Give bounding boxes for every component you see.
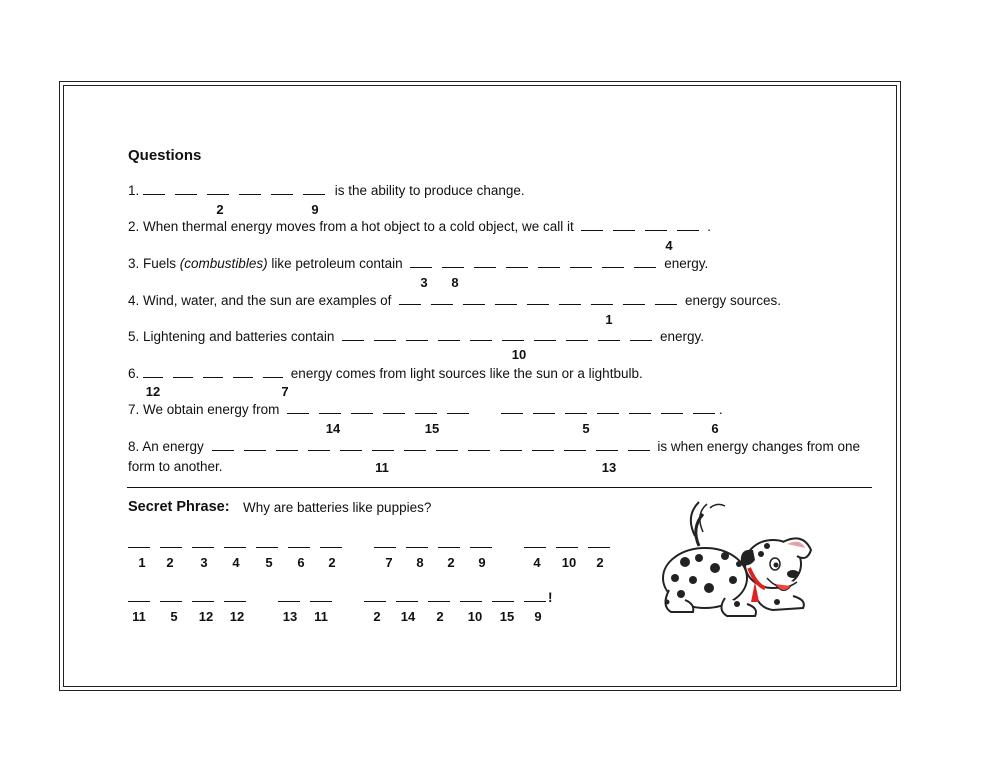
hint-number: 11 [375,460,389,475]
hint-number: 1 [605,312,613,327]
question-6 [128,366,643,382]
code-number: 9 [534,609,542,624]
hint-number: 13 [601,460,617,475]
hint-number: 6 [711,421,719,436]
question-3-italic: (combustibles) [179,256,268,271]
code-number: 12 [229,609,245,624]
hint-number: 2 [216,202,224,217]
question-4-end: energy sources. [684,293,781,308]
code-number: 4 [533,555,541,570]
question-3 [128,256,708,272]
question-8-end: is when energy changes from one [657,439,860,454]
hint-number: 9 [311,202,319,217]
question-8 [128,439,860,455]
code-number: 5 [265,555,273,570]
question-3-prefix: 3. Fuels [128,256,177,271]
question-5 [128,329,704,345]
code-number: 2 [436,609,444,624]
code-number: 11 [314,609,328,624]
secret-phrase-row2-blanks[interactable] [128,590,553,605]
question-5-blanks[interactable] [342,329,660,344]
code-number: 8 [416,555,424,570]
question-4-text: 4. Wind, water, and the sun are examples of [128,293,392,308]
question-7 [128,402,723,418]
question-3-text: like petroleum contain [271,256,403,271]
hint-number: 4 [665,238,673,253]
code-number: 10 [467,609,483,624]
hint-number: 5 [582,421,590,436]
question-6-blanks[interactable] [143,366,291,381]
code-number: 3 [200,555,208,570]
code-number: 9 [478,555,486,570]
code-number: 5 [170,609,178,624]
question-8-line2: form to another. [128,459,223,474]
dalmatian-puppy-icon [655,498,820,624]
questions-heading: Questions [128,147,202,164]
code-number: 2 [166,555,174,570]
question-3-blanks[interactable] [410,256,664,271]
hint-number: 12 [145,384,161,399]
code-number: 2 [373,609,381,624]
hint-number: 7 [281,384,289,399]
question-8-text: 8. An energy [128,439,204,454]
hint-number: 14 [325,421,341,436]
question-7-text: 7. We obtain energy from [128,402,280,417]
question-1-text: is the ability to produce change. [334,183,525,198]
code-number: 15 [499,609,515,624]
code-number: 1 [138,555,146,570]
code-number: 14 [400,609,416,624]
code-number: 2 [596,555,604,570]
question-2-end: . [707,219,712,234]
hint-number: 3 [420,275,428,290]
question-2-blanks[interactable] [581,219,707,234]
code-number: 2 [447,555,455,570]
code-number: 4 [232,555,240,570]
question-1 [128,183,525,199]
question-1-number: 1. [128,183,140,198]
question-7-blanks[interactable] [287,402,719,417]
code-number: 13 [282,609,298,624]
hint-number: 10 [511,347,527,362]
code-number: 6 [297,555,305,570]
question-5-end: energy. [659,329,704,344]
code-number: 7 [385,555,393,570]
question-6-text: energy comes from light sources like the sun or a lightbulb. [290,366,643,381]
code-number: 2 [328,555,336,570]
secret-phrase-label: Secret Phrase: [128,499,230,515]
question-8-blanks[interactable] [212,439,658,454]
question-4 [128,293,781,309]
question-2 [128,219,711,235]
question-5-text: 5. Lightening and batteries contain [128,329,335,344]
code-number: 10 [561,555,577,570]
question-6-number: 6. [128,366,140,381]
code-number: 11 [132,609,146,624]
code-number: 12 [198,609,214,624]
secret-phrase-question: Why are batteries like puppies? [243,500,432,515]
secret-phrase-row1-blanks[interactable] [128,536,620,551]
question-7-end: . [718,402,723,417]
exclamation-mark: ! [548,590,553,605]
question-2-text: 2. When thermal energy moves from a hot object to a cold object, we call it [128,219,574,234]
question-1-blanks[interactable] [143,183,335,198]
hint-number: 8 [451,275,459,290]
section-divider [127,487,872,488]
question-3-end: energy. [664,256,709,271]
question-4-blanks[interactable] [399,293,685,308]
hint-number: 15 [424,421,440,436]
